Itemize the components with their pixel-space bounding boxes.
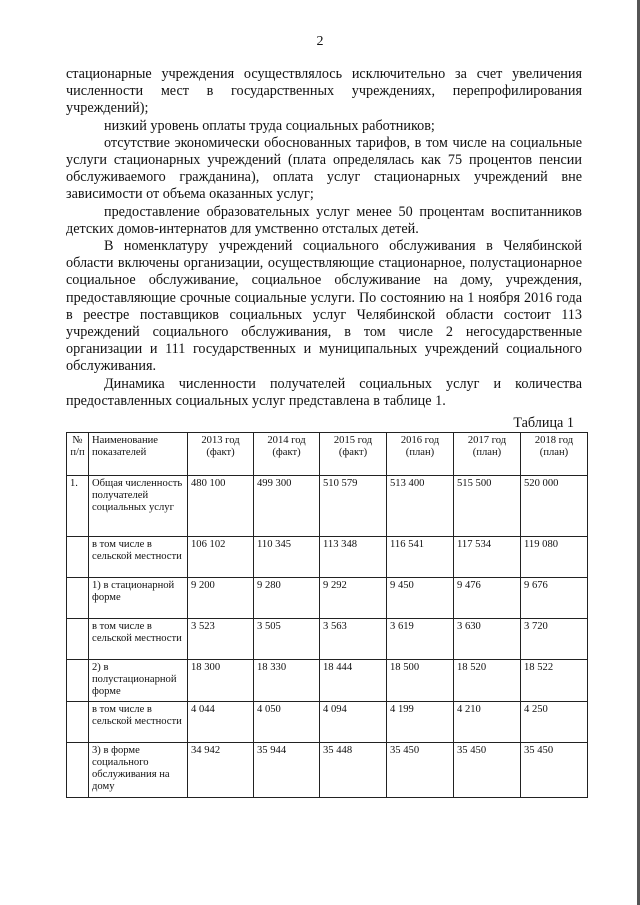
table-cell: 35 450 xyxy=(454,742,521,797)
table-cell xyxy=(67,619,89,660)
table-row xyxy=(67,619,588,660)
table-cell: 106 102 xyxy=(188,537,254,578)
header-2017: 2017 год (план) xyxy=(454,433,521,476)
table-cell: 9 450 xyxy=(387,578,454,619)
header-number: № п/п xyxy=(67,433,89,476)
table-cell xyxy=(67,660,89,702)
paragraph: отсутствие экономически обоснованных тарифов, в том числе на социальные услуги стационарных учреждений (плата определялась как 75 процентов пенсии обслуживаемого гражданина), оплата услуг стационарных учреждений вне зависимости от объема оказанных услуг; xyxy=(66,134,582,203)
table-row xyxy=(67,537,588,578)
table-cell: 34 942 xyxy=(188,742,254,797)
table-cell xyxy=(67,701,89,742)
table-cell: 4 199 xyxy=(387,701,454,742)
paragraph: предоставление образовательных услуг менее 50 процентам воспитанников детских домов-интернатов для умственно отсталых детей. xyxy=(66,203,582,237)
table-cell: 35 450 xyxy=(387,742,454,797)
table-cell: 520 000 xyxy=(521,476,588,537)
table-cell: 117 534 xyxy=(454,537,521,578)
table-cell: 4 094 xyxy=(320,701,387,742)
table-cell: 1. xyxy=(67,476,89,537)
table-cell: 119 080 xyxy=(521,537,588,578)
table-cell xyxy=(67,742,89,797)
table-cell: Общая численность получателей социальных услуг xyxy=(89,476,188,537)
paragraph: стационарные учреждения осуществлялось исключительно за счет увеличения численности мест в государственных учреждениях, перепрофилирования учреждений); xyxy=(66,66,582,117)
body-text xyxy=(66,66,582,410)
table-row xyxy=(67,701,588,742)
table-cell: 510 579 xyxy=(320,476,387,537)
paragraph: Динамика численности получателей социальных услуг и количества предоставленных социальных услуг представлена в таблице 1. xyxy=(66,375,582,409)
table-cell: 18 300 xyxy=(188,660,254,702)
header-2014: 2014 год (факт) xyxy=(254,433,320,476)
table-cell: 3 720 xyxy=(521,619,588,660)
table-cell: 2) в полустационарной форме xyxy=(89,660,188,702)
paragraph: В номенклатуру учреждений социального обслуживания в Челябинской области включены организации, осуществляющие стационарное, полустационарное социальное обслуживание, социальное обслуживание на дому, учреждения, предоставляющие срочные социальные услуги. По состоянию на 1 ноября 2016 года в реестре поставщиков социальных услуг Челябинской области состоит 113 учреждений социального обслуживания, в том числе 2 негосударственные организации и 111 государственных и муниципальных учреждений социального обслуживания. xyxy=(66,238,582,375)
table-cell: 35 944 xyxy=(254,742,320,797)
table-cell: 110 345 xyxy=(254,537,320,578)
table-cell: 3) в форме социального обслуживания на дому xyxy=(89,742,188,797)
table-caption: Таблица 1 xyxy=(513,415,574,431)
table-cell: 499 300 xyxy=(254,476,320,537)
table-cell: 3 563 xyxy=(320,619,387,660)
table-cell: 3 523 xyxy=(188,619,254,660)
table-cell: 18 330 xyxy=(254,660,320,702)
table-cell xyxy=(67,578,89,619)
table-cell: 18 500 xyxy=(387,660,454,702)
table-row xyxy=(67,578,588,619)
table-cell: 513 400 xyxy=(387,476,454,537)
table-cell: 4 250 xyxy=(521,701,588,742)
table-cell: в том числе в сельской местности xyxy=(89,701,188,742)
header-2015: 2015 год (факт) xyxy=(320,433,387,476)
table-cell: 18 520 xyxy=(454,660,521,702)
table-cell: 1) в стационарной форме xyxy=(89,578,188,619)
table-cell: 113 348 xyxy=(320,537,387,578)
table-cell: 4 044 xyxy=(188,701,254,742)
table-row xyxy=(67,742,588,797)
table-cell: 9 200 xyxy=(188,578,254,619)
table-cell: 515 500 xyxy=(454,476,521,537)
table-row xyxy=(67,660,588,702)
table-cell: 9 676 xyxy=(521,578,588,619)
header-2018: 2018 год (план) xyxy=(521,433,588,476)
table-cell: в том числе в сельской местности xyxy=(89,537,188,578)
table-header-row xyxy=(67,433,588,476)
table-cell: 3 630 xyxy=(454,619,521,660)
data-table xyxy=(66,432,588,798)
table-row xyxy=(67,476,588,537)
table-cell: 18 444 xyxy=(320,660,387,702)
table-cell xyxy=(67,537,89,578)
table-cell: 4 050 xyxy=(254,701,320,742)
table-cell: 9 292 xyxy=(320,578,387,619)
table-cell: 9 476 xyxy=(454,578,521,619)
table-cell: 3 619 xyxy=(387,619,454,660)
table-cell: 116 541 xyxy=(387,537,454,578)
table-cell: 4 210 xyxy=(454,701,521,742)
paragraph: низкий уровень оплаты труда социальных работников; xyxy=(104,117,435,134)
table-cell: 9 280 xyxy=(254,578,320,619)
page-number: 2 xyxy=(316,34,324,49)
header-2016: 2016 год (план) xyxy=(387,433,454,476)
table-cell: 35 448 xyxy=(320,742,387,797)
table-cell: 35 450 xyxy=(521,742,588,797)
table-cell: 480 100 xyxy=(188,476,254,537)
header-indicator: Наименование показателей xyxy=(89,433,188,476)
table-cell: 3 505 xyxy=(254,619,320,660)
table-cell: 18 522 xyxy=(521,660,588,702)
header-2013: 2013 год (факт) xyxy=(188,433,254,476)
table-cell: в том числе в сельской местности xyxy=(89,619,188,660)
